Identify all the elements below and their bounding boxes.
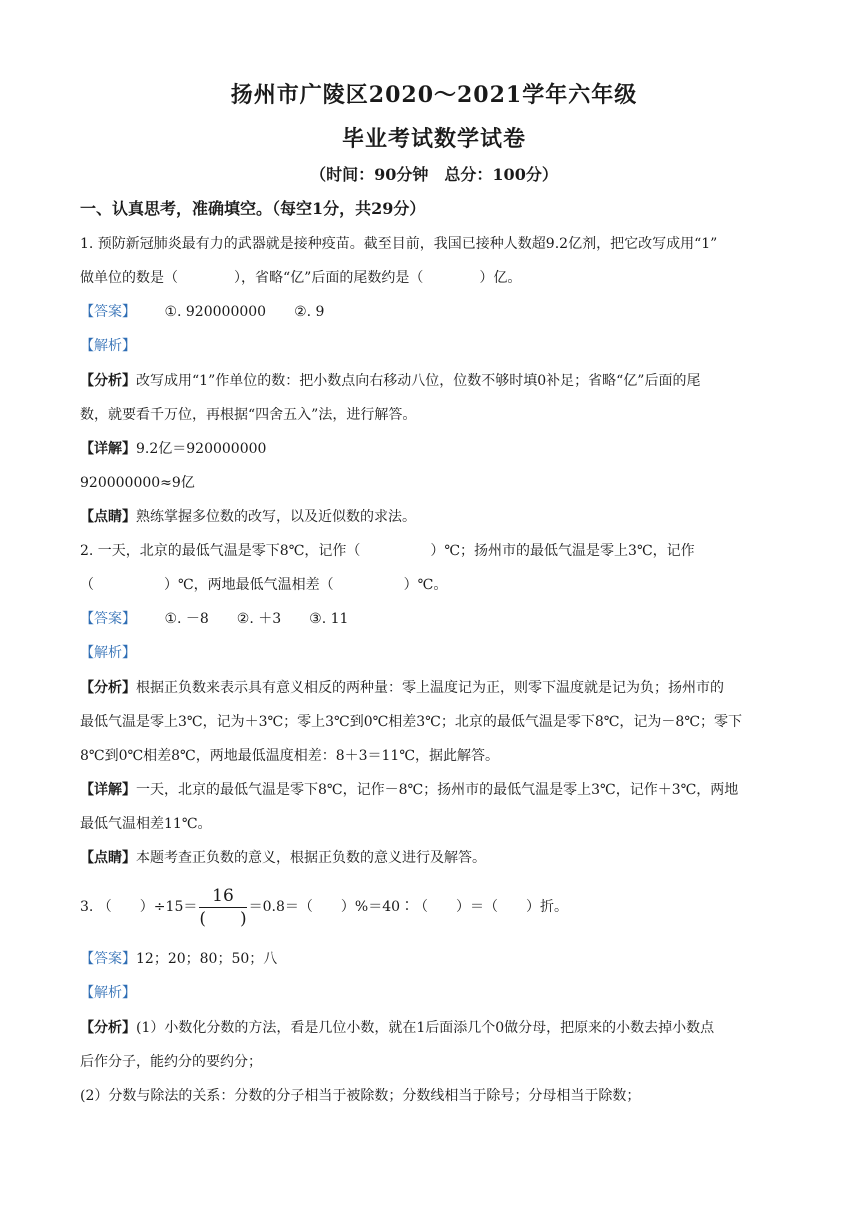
dianjing-tag: 【点睛】 [80, 509, 136, 525]
q2-answer [80, 608, 348, 630]
fenxi-text: (1）小数化分数的方法，看是几位小数，就在1后面添几个0做分母，把原来的小数去掉小数点 [136, 1020, 715, 1036]
fenxi-text: 改写成用“1”作单位的数：把小数点向右移动八位，位数不够时填0补足；省略“亿”后面的尾 [136, 373, 701, 389]
q3-fenxi-line3: (2）分数与除法的关系：分数的分子相当于被除数；分数线相当于除号；分母相当于除数； [80, 1088, 641, 1104]
xiangjie-text: 9.2亿＝920000000 [136, 441, 267, 457]
q1-fenxi-line1 [80, 370, 700, 392]
answer-text: ①. 920000000 ②. 9 [164, 304, 325, 320]
q1-text-line2: 做单位的数是（ ），省略“亿”后面的尾数约是（ ）亿。 [80, 270, 522, 286]
q2-xiangjie-line2: 最低气温相差11℃。 [80, 816, 212, 832]
q1-answer [80, 301, 324, 323]
q2-fenxi-line2: 最低气温是零上3℃，记为＋3℃；零上3℃到0℃相差3℃；北京的最低气温是零下8℃，记为－8℃；零下 [80, 714, 742, 730]
q3-text-post: ＝0.8＝（ ）%＝40∶（ ）＝（ ）折。 [248, 899, 569, 915]
section-heading: 一、认真思考，准确填空。（每空1分，共29分） [80, 199, 426, 218]
q2-dianjing [80, 847, 486, 869]
fraction-denominator: ( ) [199, 908, 247, 929]
answer-tag: 【答案】 [80, 611, 136, 627]
q2-jiexi-tag: 【解析】 [80, 645, 136, 661]
q2-fenxi-line1 [80, 677, 724, 699]
exam-title: 扬州市广陵区2020～2021学年六年级 [230, 82, 638, 108]
xiangjie-tag: 【详解】 [80, 441, 136, 457]
dianjing-text: 本题考查正负数的意义，根据正负数的意义进行及解答。 [136, 850, 486, 866]
xiangjie-tag: 【详解】 [80, 782, 136, 798]
answer-tag: 【答案】 [80, 951, 136, 967]
answer-text: 12；20；80；50；八 [136, 951, 278, 967]
answer-text: ①. －8 ②. ＋3 ③. 11 [164, 611, 349, 627]
fraction-numerator: 16 [199, 885, 246, 908]
q1-text-line1: 1. 预防新冠肺炎最有力的武器就是接种疫苗。截至目前，我国已接种人数超9.2亿剂，把它改写成用“1” [80, 236, 718, 252]
q3-fenxi-line2: 后作分子，能约分的要约分； [80, 1054, 262, 1070]
q1-dianjing [80, 506, 416, 528]
q1-fenxi-line2: 数，就要看千万位，再根据“四舍五入”法，进行解答。 [80, 407, 417, 423]
q1-jiexi-tag: 【解析】 [80, 338, 136, 354]
xiangjie-text: 一天，北京的最低气温是零下8℃，记作－8℃；扬州市的最低气温是零上3℃，记作＋3℃，两地 [136, 782, 739, 798]
q3-fraction [199, 885, 246, 930]
q2-xiangjie-line1 [80, 779, 738, 801]
q1-xiangjie-line1 [80, 438, 266, 460]
q3-answer [80, 948, 277, 970]
q1-xiangjie-line2: 920000000≈9亿 [80, 475, 195, 491]
q2-text-line1: 2. 一天，北京的最低气温是零下8℃，记作（ ）℃；扬州市的最低气温是零上3℃，记作 [80, 543, 695, 559]
fenxi-tag: 【分析】 [80, 1020, 136, 1036]
q3-jiexi-tag: 【解析】 [80, 985, 136, 1001]
q2-fenxi-line3: 8℃到0℃相差8℃，两地最低温度相差：8＋3＝11℃，据此解答。 [80, 748, 499, 764]
q3-text-pre: 3. （ ）÷15＝ [80, 899, 198, 915]
q3-text [80, 882, 568, 932]
q2-text-line2: （ ）℃，两地最低气温相差（ ）℃。 [80, 577, 448, 593]
fenxi-text: 根据正负数来表示具有意义相反的两种量：零上温度记为正，则零下温度就是记为负；扬州市的 [136, 680, 724, 696]
q3-fenxi-line1 [80, 1017, 714, 1039]
answer-tag: 【答案】 [80, 304, 136, 320]
fenxi-tag: 【分析】 [80, 680, 136, 696]
fenxi-tag: 【分析】 [80, 373, 136, 389]
dianjing-tag: 【点睛】 [80, 850, 136, 866]
exam-time-score: （时间：90分钟 总分：100分） [310, 165, 558, 184]
exam-subtitle: 毕业考试数学试卷 [341, 126, 526, 152]
dianjing-text: 熟练掌握多位数的改写，以及近似数的求法。 [136, 509, 416, 525]
